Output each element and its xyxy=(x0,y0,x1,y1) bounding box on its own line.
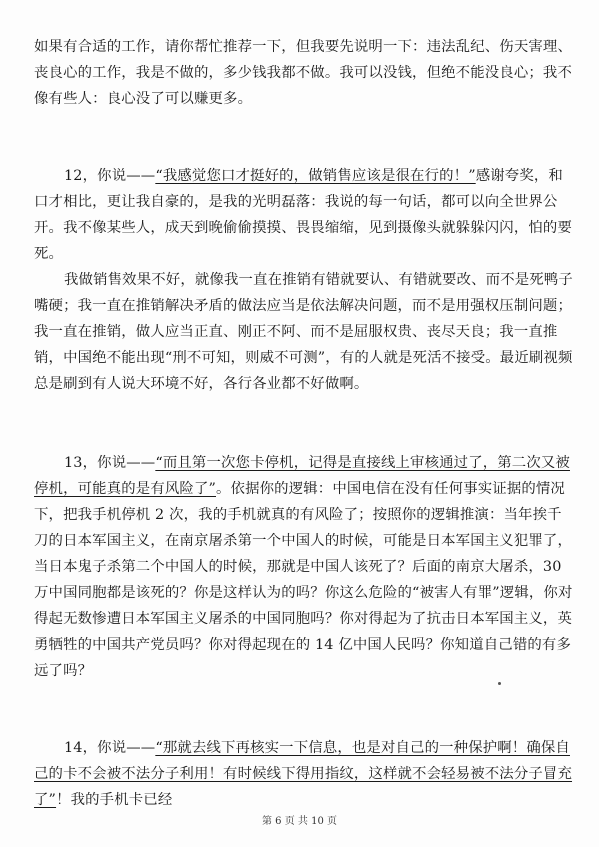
paragraph-12-quote: “我感觉您口才挺好的，做销售应该是很在行的！” xyxy=(155,168,476,184)
paragraph-12-text xyxy=(34,163,574,267)
paragraph-12-prefix: 12，你说—— xyxy=(64,168,156,184)
paragraph-14-quote: “那就去线下再核实一下信息，也是对自己的一种保护啊！确保自己的卡不会被不法分子利用！有时候线下得用指纹，这样就不会轻易被不法分子冒充了” xyxy=(34,740,573,808)
paragraph-14-rest: ！我的手机卡已经 xyxy=(56,792,173,808)
paragraph-13-prefix: 13，你说—— xyxy=(64,455,156,471)
paragraph-13-quote: “而且第一次您卡停机，记得是直接线上审核通过了，第二次又被停机，可能真的是有风险了” xyxy=(34,455,570,497)
paragraph-1 xyxy=(34,34,574,112)
paragraph-12 xyxy=(34,163,574,267)
paragraph-13-text xyxy=(34,450,574,684)
paragraph-14 xyxy=(34,735,574,813)
paragraph-12b-text: 我做销售效果不好，就像我一直在推销有错就要认、有错就要改、而不是死鸭子嘴硬；我一直在推销解决矛盾的做法应当是依法解决问题，而不是用强权压制问题；我一直在推销，做人应当正直、刚正不阿、而不是屈服权贵、丧尽天良；我一直推销，中国绝不能出现“刑不可知，则威不可测”，有的人就是死活不接受。最近刷视频总是刷到有人说大环境不好，各行各业都不好做啊。 xyxy=(34,272,573,392)
paragraph-1-text: 如果有合适的工作，请你帮忙推荐一下，但我要先说明一下：违法乱纪、伤天害理、丧良心的工作，我是不做的，多少钱我都不做。我可以没钱，但绝不能没良心；我不像有些人：良心没了可以赚更多。 xyxy=(34,39,573,107)
page-number-footer: 第 6 页 共 10 页 xyxy=(262,816,337,827)
paragraph-14-prefix: 14，你说—— xyxy=(64,740,156,756)
paragraph-13 xyxy=(34,450,574,684)
paragraph-14-text xyxy=(34,735,574,813)
paragraph-12-rest: 感谢夸奖，和口才相比，更让我自豪的，是我的光明磊落：我说的每一句话，都可以向全世界公开。我不像某些人，成天到晚偷偷摸摸、畏畏缩缩，见到摄像头就躲躲闪闪，怕的要死。 xyxy=(34,168,573,262)
paragraph-13-rest: 。依据你的逻辑：中国电信在没有任何事实证据的情况下，把我手机停机 2 次，我的手机就真的有风险了；按照你的逻辑推演：当年挨千刀的日本军国主义，在南京屠杀第一个中国人的时候，可能是日本军国主义犯罪了，当日本鬼子杀第二个中国人的时候，那就是中国人该死了？后面的南京大屠杀，30 万中国同胞都是该死的？你是这样认为的吗？你这么危险的“被害人有罪”逻辑，你对得起无数惨遭日本军国主义屠杀的中国同胞吗？你对得起为了抗击日本军国主义，英勇牺牲的中国共产党员吗？你对得起现在的 14 亿中国人民吗？你知道自己错的有多远了吗？ xyxy=(34,481,573,679)
paragraph-12b xyxy=(34,267,574,397)
scan-speck xyxy=(498,682,501,685)
